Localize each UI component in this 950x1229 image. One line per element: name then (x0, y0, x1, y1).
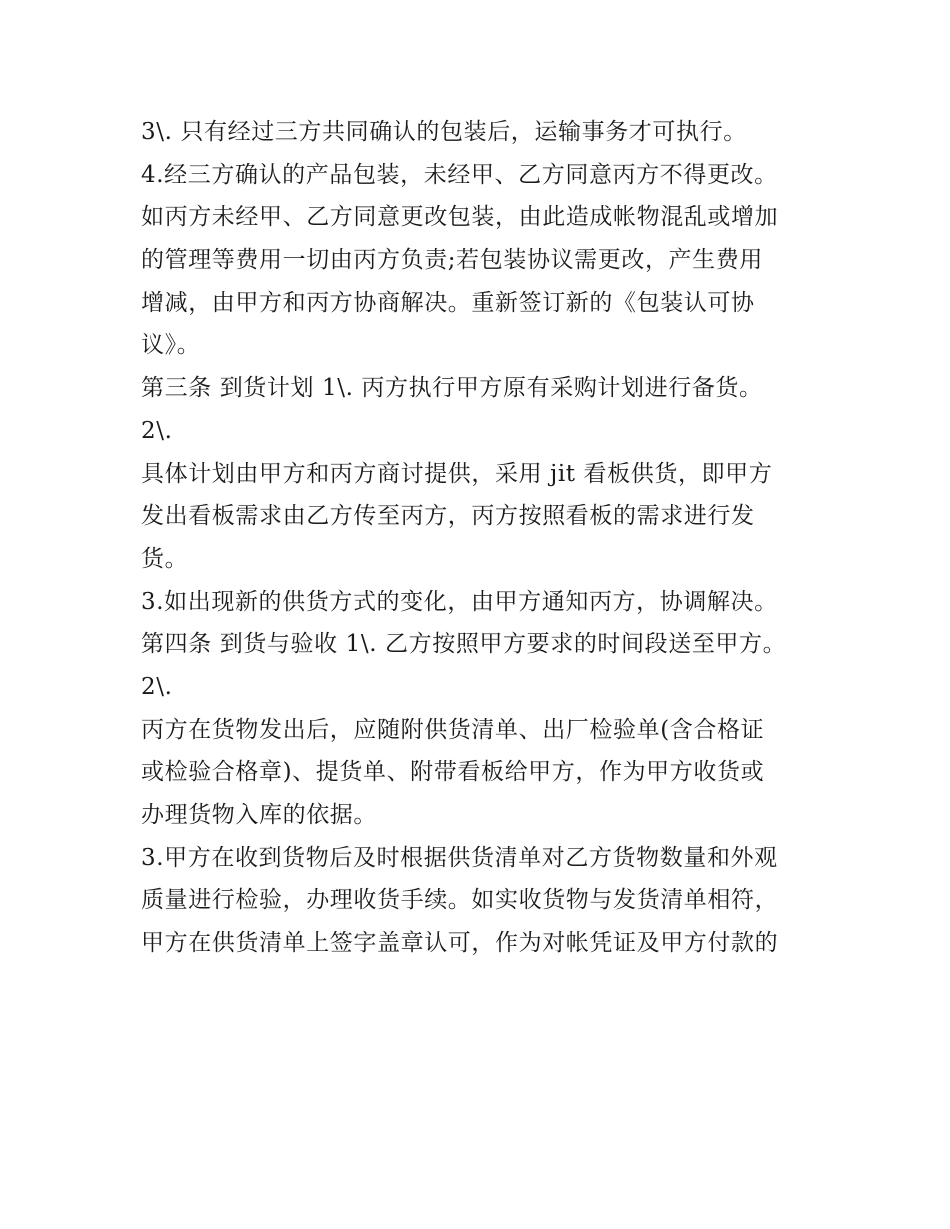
text-line: 或检验合格章)、提货单、附带看板给甲方，作为甲方收货或 (141, 759, 765, 786)
text-line: 如丙方未经甲、乙方同意更改包装，由此造成帐物混乱或增加 (141, 204, 779, 231)
text-line: 具体计划由甲方和丙方商讨提供，采用 jit 看板供货，即甲方 (141, 460, 773, 487)
text-line: 增减，由甲方和丙方协商解决。重新签订新的《包装认可协 (141, 289, 755, 316)
text-line: 3.如出现新的供货方式的变化，由甲方通知丙方，协调解决。 (141, 588, 778, 615)
document-body (141, 111, 831, 965)
text-line: 3.甲方在收到货物后及时根据供货清单对乙方货物数量和外观 (141, 844, 778, 871)
text-line: 发出看板需求由乙方传至丙方，丙方按照看板的需求进行发 (141, 503, 755, 530)
text-line: 质量进行检验，办理收货手续。如实收货物与发货清单相符， (141, 887, 779, 914)
text-line: 2\. (141, 417, 173, 444)
text-line: 2\. (141, 673, 173, 700)
section-heading-line: 第四条 到货与验收 1\. 乙方按照甲方要求的时间段送至甲方。 (141, 631, 787, 658)
text-line: 甲方在供货清单上签字盖章认可，作为对帐凭证及甲方付款的 (141, 930, 779, 957)
text-line: 丙方在货物发出后，应随附供货清单、出厂检验单(含合格证 (141, 716, 765, 743)
text-line: 3\. 只有经过三方共同确认的包装后，运输事务才可执行。 (141, 119, 747, 145)
text-line: 的管理等费用一切由丙方负责;若包装协议需更改，产生费用 (141, 247, 763, 274)
text-line: 货。 (141, 545, 189, 572)
text-line: 4.经三方确认的产品包装，未经甲、乙方同意丙方不得更改。 (141, 161, 778, 188)
text-line: 办理货物入库的依据。 (141, 802, 377, 828)
section-heading-line: 第三条 到货计划 1\. 丙方执行甲方原有采购计划进行备货。 (141, 375, 763, 402)
text-line: 议》。 (141, 332, 201, 359)
